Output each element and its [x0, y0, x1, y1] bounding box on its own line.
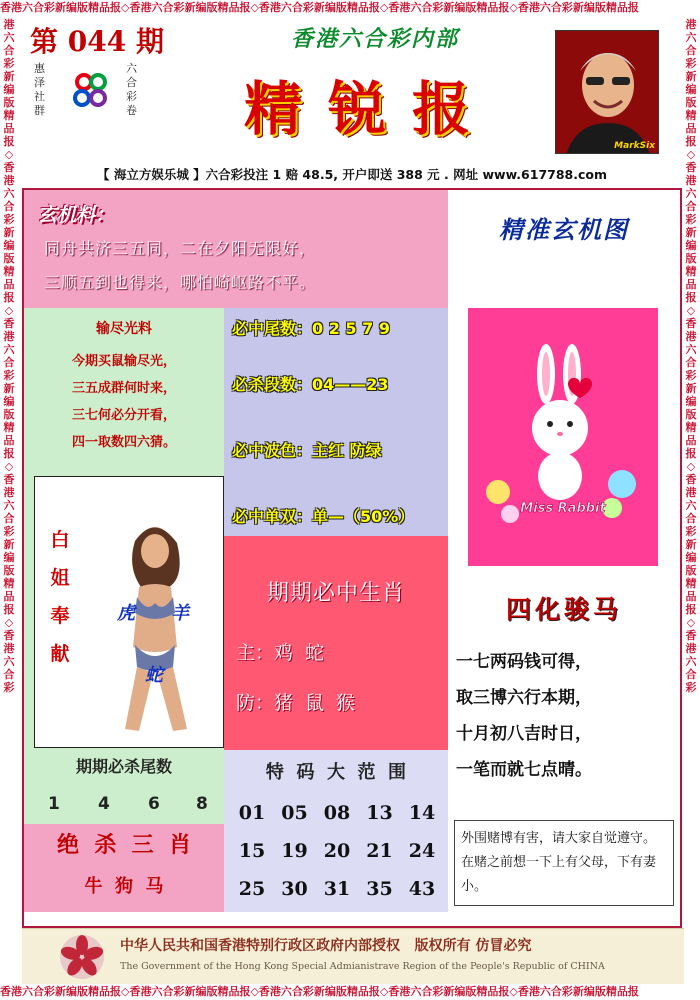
photo-badge: MarkSix	[614, 141, 655, 151]
side-char: ◇	[686, 304, 696, 317]
side-char: 编	[685, 395, 697, 408]
range-row	[232, 794, 442, 832]
range-grid	[232, 794, 442, 908]
side-char: ◇	[686, 148, 696, 161]
poem-panel	[24, 308, 224, 474]
rabbit-icon	[468, 308, 658, 566]
side-char: 合	[685, 44, 697, 57]
side-char: 新	[685, 382, 697, 395]
header	[20, 16, 680, 160]
side-char: 港	[685, 174, 697, 187]
range-number: 19	[281, 840, 308, 862]
side-char: 版	[3, 564, 15, 577]
side-char: 版	[685, 564, 697, 577]
side-char: 港	[3, 330, 15, 343]
side-char: 版	[685, 252, 697, 265]
mystery-image	[468, 308, 658, 566]
side-char: 精	[3, 577, 15, 590]
horse-line: 十月初八吉时日，	[456, 724, 592, 744]
side-char: 新	[685, 538, 697, 551]
range-number: 15	[238, 840, 266, 862]
side-char: 香	[3, 161, 15, 174]
side-char: 六	[3, 655, 15, 668]
range-number: 14	[408, 802, 436, 824]
side-char: 六	[685, 499, 697, 512]
side-char: 版	[3, 96, 15, 109]
side-char: 合	[685, 668, 697, 681]
founder-photo	[555, 30, 659, 154]
lottery-label: 六 合 彩 卷	[126, 62, 137, 117]
side-char: 六	[3, 499, 15, 512]
zodiac-main: 主：鸡 蛇	[236, 642, 325, 664]
side-char: 精	[685, 577, 697, 590]
side-char: 合	[685, 356, 697, 369]
side-char: 六	[3, 187, 15, 200]
side-char: 报	[685, 135, 697, 148]
side-char: ◇	[686, 616, 696, 629]
side-char: 彩	[3, 525, 15, 538]
range-number: 25	[238, 878, 266, 900]
side-char: 编	[685, 83, 697, 96]
horse-line: 取三博六行本期，	[456, 688, 592, 708]
side-char: 彩	[685, 681, 697, 694]
side-char: 港	[685, 642, 697, 655]
poem-line: 三七何必分开看，	[71, 408, 176, 423]
side-char: 新	[3, 226, 15, 239]
paper-title: 精锐报	[243, 75, 496, 143]
side-char: 编	[685, 239, 697, 252]
marksix-logo-icon	[70, 70, 112, 112]
kill-tail-panel	[24, 750, 224, 824]
side-char: 新	[685, 226, 697, 239]
range-number: 35	[366, 878, 393, 900]
side-char: 精	[3, 421, 15, 434]
side-char: 彩	[3, 369, 15, 382]
side-char: 报	[3, 603, 15, 616]
side-char: 新	[3, 70, 15, 83]
issue-number: 第 044 期	[30, 25, 164, 58]
side-char: 彩	[685, 369, 697, 382]
side-char: 六	[685, 31, 697, 44]
side-char: 编	[3, 551, 15, 564]
range-number: 21	[366, 840, 393, 862]
footer-chinese: 中华人民共和国香港特别行政区政府内部授权 版权所有 仿冒必究	[120, 938, 532, 954]
range-number: 13	[366, 802, 393, 824]
side-char: 精	[685, 265, 697, 278]
range-number: 20	[323, 840, 351, 862]
side-char: 彩	[685, 57, 697, 70]
xuanji-panel	[24, 190, 448, 308]
side-char: 合	[3, 44, 15, 57]
side-char: 报	[3, 135, 15, 148]
kill-three-panel	[24, 824, 224, 912]
side-char: 六	[685, 343, 697, 356]
side-char: 合	[3, 668, 15, 681]
side-char: 精	[685, 421, 697, 434]
kill-tail-number: 1	[48, 794, 60, 814]
zodiac-guard: 防：猪 鼠 猴	[236, 692, 356, 714]
side-char: 六	[3, 343, 15, 356]
side-char: 品	[3, 278, 15, 291]
side-char: 合	[3, 356, 15, 369]
range-number: 43	[408, 878, 436, 900]
community-label: 惠 泽 社 群	[34, 62, 45, 117]
ad-line: 【 海立方娱乐城 】六合彩投注 1 赔 48.5, 开户即送 388 元 . 网址 www.617788.com	[96, 167, 608, 182]
poem-line: 今期买鼠输尽光，	[71, 354, 176, 369]
baijie-vertical-text: 白 姐 奉 献	[50, 529, 70, 665]
side-char: 编	[3, 239, 15, 252]
side-char: 品	[685, 590, 697, 603]
side-char: ◇	[686, 460, 696, 473]
side-char: 新	[3, 382, 15, 395]
predictions-panel	[224, 308, 448, 536]
bottom-ticker: 香港六合彩新编版精品报◇香港六合彩新编版精品报◇香港六合彩新编版精品报◇香港六合彩新编版精品报◇香港六合彩新编版精品报	[0, 985, 639, 998]
side-char: 品	[685, 434, 697, 447]
kill-tail-number: 8	[196, 794, 208, 814]
poem-body	[24, 348, 224, 456]
zodiac-title: 期期必中生肖	[266, 581, 405, 606]
side-char: ◇	[4, 148, 14, 161]
range-number: 08	[323, 802, 351, 824]
bauhinia-emblem-icon	[58, 933, 106, 981]
side-char: ◇	[4, 304, 14, 317]
side-char: 合	[685, 512, 697, 525]
side-char: 香	[3, 473, 15, 486]
side-char: 港	[3, 174, 15, 187]
range-row	[232, 870, 442, 908]
horse-poem	[456, 644, 680, 788]
animal-snake: 蛇	[145, 665, 163, 686]
poem-line: 三五成群何时来，	[71, 381, 176, 396]
prediction-kill-range: 必杀段数：04——23	[232, 375, 389, 394]
side-char: 版	[685, 96, 697, 109]
kill-three-animals: 牛 狗 马	[84, 876, 164, 897]
side-char: 彩	[3, 213, 15, 226]
side-char: 香	[685, 629, 697, 642]
left-side-text	[2, 18, 16, 982]
side-char: 港	[3, 18, 15, 31]
side-char: 编	[685, 551, 697, 564]
right-side-text	[684, 18, 698, 982]
kill-tail-title: 期期必杀尾数	[75, 757, 172, 776]
side-char: 报	[3, 447, 15, 460]
side-char: 品	[3, 590, 15, 603]
side-char: 香	[685, 317, 697, 330]
poem-title: 输尽光料	[96, 321, 152, 337]
side-char: 香	[3, 317, 15, 330]
side-char: 合	[3, 200, 15, 213]
range-number: 24	[408, 840, 436, 862]
side-char: 版	[685, 408, 697, 421]
xuanji-line-2: 三顺五到也得来，哪怕崎岖路不平。	[44, 273, 317, 292]
side-char: 港	[3, 486, 15, 499]
side-char: 精	[685, 109, 697, 122]
kill-tail-number: 6	[148, 794, 160, 814]
image-caption: Miss Rabbit	[520, 501, 606, 516]
horse-line: 一七两码钱可得，	[456, 652, 592, 672]
range-panel	[224, 750, 448, 912]
side-char: 品	[3, 122, 15, 135]
xuanji-label: 玄机料：	[38, 204, 115, 226]
xuanji-line-1: 同舟共济三五同，二在夕阳无限好，	[44, 239, 317, 258]
side-char: 编	[3, 395, 15, 408]
poem-line: 四一取数四六猜。	[71, 435, 176, 450]
footer-banner	[22, 928, 684, 984]
side-char: 品	[685, 122, 697, 135]
range-number: 01	[238, 802, 266, 824]
side-char: ◇	[4, 460, 14, 473]
side-char: 香	[3, 629, 15, 642]
side-char: 精	[3, 265, 15, 278]
side-char: 彩	[685, 525, 697, 538]
prediction-tail: 必中尾数：0 2 5 7 9	[232, 319, 390, 338]
horse-title: 四化骏马	[505, 595, 622, 624]
side-char: 报	[685, 603, 697, 616]
side-char: 香	[685, 473, 697, 486]
side-char: 编	[3, 83, 15, 96]
right-column	[448, 190, 680, 912]
side-char: 六	[685, 187, 697, 200]
gambling-notice: 外围赌博有害，请大家自觉遵守。在赌之前想一下上有父母，下有妻小。	[454, 820, 674, 906]
kill-three-title: 绝 杀 三 肖	[57, 833, 191, 858]
side-char: 版	[3, 252, 15, 265]
side-char: 合	[3, 512, 15, 525]
side-char: 香	[685, 161, 697, 174]
side-char: 六	[3, 31, 15, 44]
side-char: 报	[685, 291, 697, 304]
side-char: 六	[685, 655, 697, 668]
animal-tiger: 虎	[117, 603, 135, 624]
side-char: 品	[685, 278, 697, 291]
range-number: 05	[281, 802, 308, 824]
side-char: 港	[685, 486, 697, 499]
baijie-panel	[34, 476, 224, 748]
range-title: 特 码 大 范 围	[265, 762, 407, 783]
side-char: 彩	[685, 213, 697, 226]
side-char: 港	[685, 330, 697, 343]
range-number: 30	[281, 878, 308, 900]
animal-goat: 羊	[171, 603, 189, 624]
horse-line: 一笔而就七点晴。	[456, 760, 592, 780]
side-char: 港	[685, 18, 697, 31]
side-char: 报	[685, 447, 697, 460]
side-char: ◇	[4, 616, 14, 629]
side-char: 新	[3, 538, 15, 551]
side-char: 港	[3, 642, 15, 655]
top-ticker: 香港六合彩新编版精品报◇香港六合彩新编版精品报◇香港六合彩新编版精品报◇香港六合彩新编版精品报◇香港六合彩新编版精品报	[0, 1, 639, 14]
zodiac-panel	[224, 536, 448, 750]
side-char: 版	[3, 408, 15, 421]
model-figure-icon	[95, 517, 215, 737]
kill-tail-number: 4	[98, 794, 110, 814]
side-char: 彩	[3, 57, 15, 70]
side-char: 精	[3, 109, 15, 122]
paper-subtitle: 香港六合彩内部	[290, 26, 459, 52]
side-char: 报	[3, 291, 15, 304]
range-row	[232, 832, 442, 870]
prediction-odd-even: 必中单双：单—（50%）	[232, 507, 415, 526]
range-number: 31	[323, 878, 351, 900]
prediction-wave-color: 必中波色：主红 防绿	[232, 441, 382, 460]
side-char: 新	[685, 70, 697, 83]
side-char: 品	[3, 434, 15, 447]
footer-english: The Government of the Hong Kong Special Admianistrave Region of the People's Republic of CHINA	[120, 961, 605, 972]
side-char: 合	[685, 200, 697, 213]
side-char: 彩	[3, 681, 15, 694]
right-title: 精准玄机图	[499, 215, 629, 244]
